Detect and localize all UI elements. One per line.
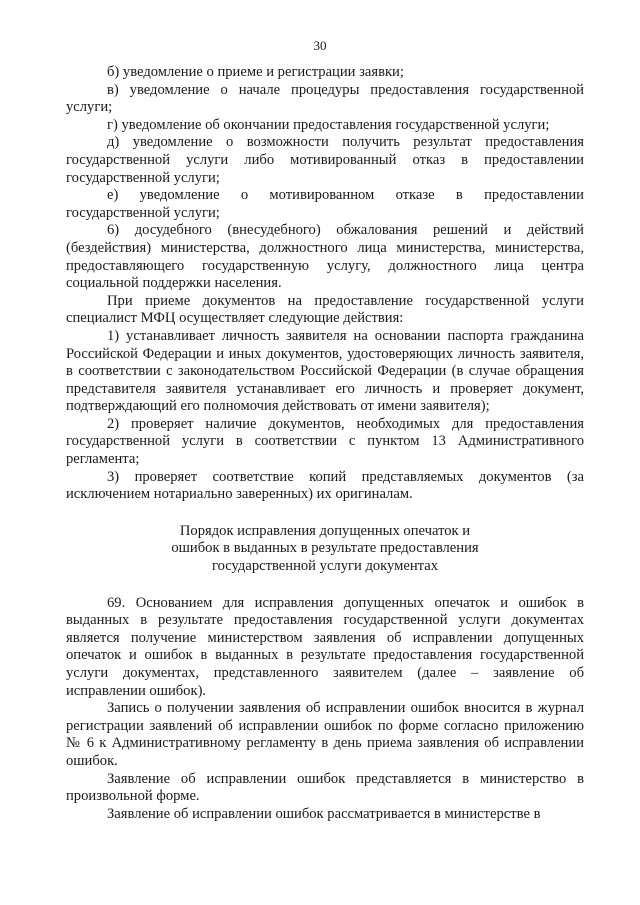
section-gap — [66, 576, 584, 595]
paragraph-notice-d: д) уведомление о возможности получить результат предоставления государственной услуги либо мотивированный отказ в предоставлении государственной услуги; — [66, 134, 584, 186]
paragraph-action-3: 3) проверяет соответствие копий представляемых документов (за исключением нотариально заверенных) их оригиналам. — [66, 468, 584, 503]
section-heading-line: ошибок в выданных в результате предоставления — [171, 540, 479, 557]
section-heading-line: Порядок исправления допущенных опечаток и — [179, 522, 471, 539]
paragraph-appeal: 6) досудебного (внесудебного) обжалования решений и действий (бездействия) министерства, должностного лица министерства, министерства, предоставляющего государственную услугу, должностного лица центра социальной поддержки населения. — [66, 222, 584, 292]
paragraph-notice-b: б) уведомление о приеме и регистрации заявки; — [107, 64, 404, 80]
page-number: 30 — [313, 38, 327, 53]
paragraph-journal: Запись о получении заявления об исправлении ошибок вносится в журнал регистрации заявлений об исправлении ошибок по форме согласно приложению № 6 к Административному регламенту в день приема заявления об исправлении ошибок. — [66, 700, 584, 769]
paragraph-notice-g: г) уведомление об окончании предоставления государственной услуги; — [107, 116, 550, 133]
section-heading-line: государственной услуги документах — [211, 558, 439, 575]
paragraph-action-2: 2) проверяет наличие документов, необходимых для предоставления государственной услуги в соответствии с пунктом 13 Административного регламента; — [66, 415, 584, 468]
paragraph-notice-e: е) уведомление о мотивированном отказе в предоставлении государственной услуги; — [66, 187, 584, 221]
paragraph-review: Заявление об исправлении ошибок рассматривается в министерстве в — [107, 805, 541, 822]
paragraph-69: 69. Основанием для исправления допущенных опечаток и ошибок в выданных в результате предоставления государственной услуги документах является получение министерством заявления об исправлении допущенных опечаток и ошибок в выданных в результате предоставления государственной услуги документах, представленного заявителем (далее – заявление об исправлении ошибок). — [66, 594, 584, 699]
document-body — [66, 64, 584, 823]
paragraph-mfc-actions: При приеме документов на предоставление государственной услуги специалист МФЦ осуществляет следующие действия: — [66, 292, 584, 327]
paragraph-notice-v: в) уведомление о начале процедуры предоставления государственной услуги; — [66, 81, 584, 116]
section-heading — [66, 523, 584, 576]
section-gap — [66, 504, 584, 523]
paragraph-action-1: 1) устанавливает личность заявителя на основании паспорта гражданина Российской Федерации и иных документов, удостоверяющих личность заявителя, в соответствии с законодательством Российской Федерации (в случае обращения представителя заявителя устанавливает его личность и проверяет документ, подтверждающий его полномочия действовать от имени заявителя); — [66, 327, 584, 415]
paragraph-free-form: Заявление об исправлении ошибок представляется в министерство в произвольной форме. — [66, 770, 584, 805]
